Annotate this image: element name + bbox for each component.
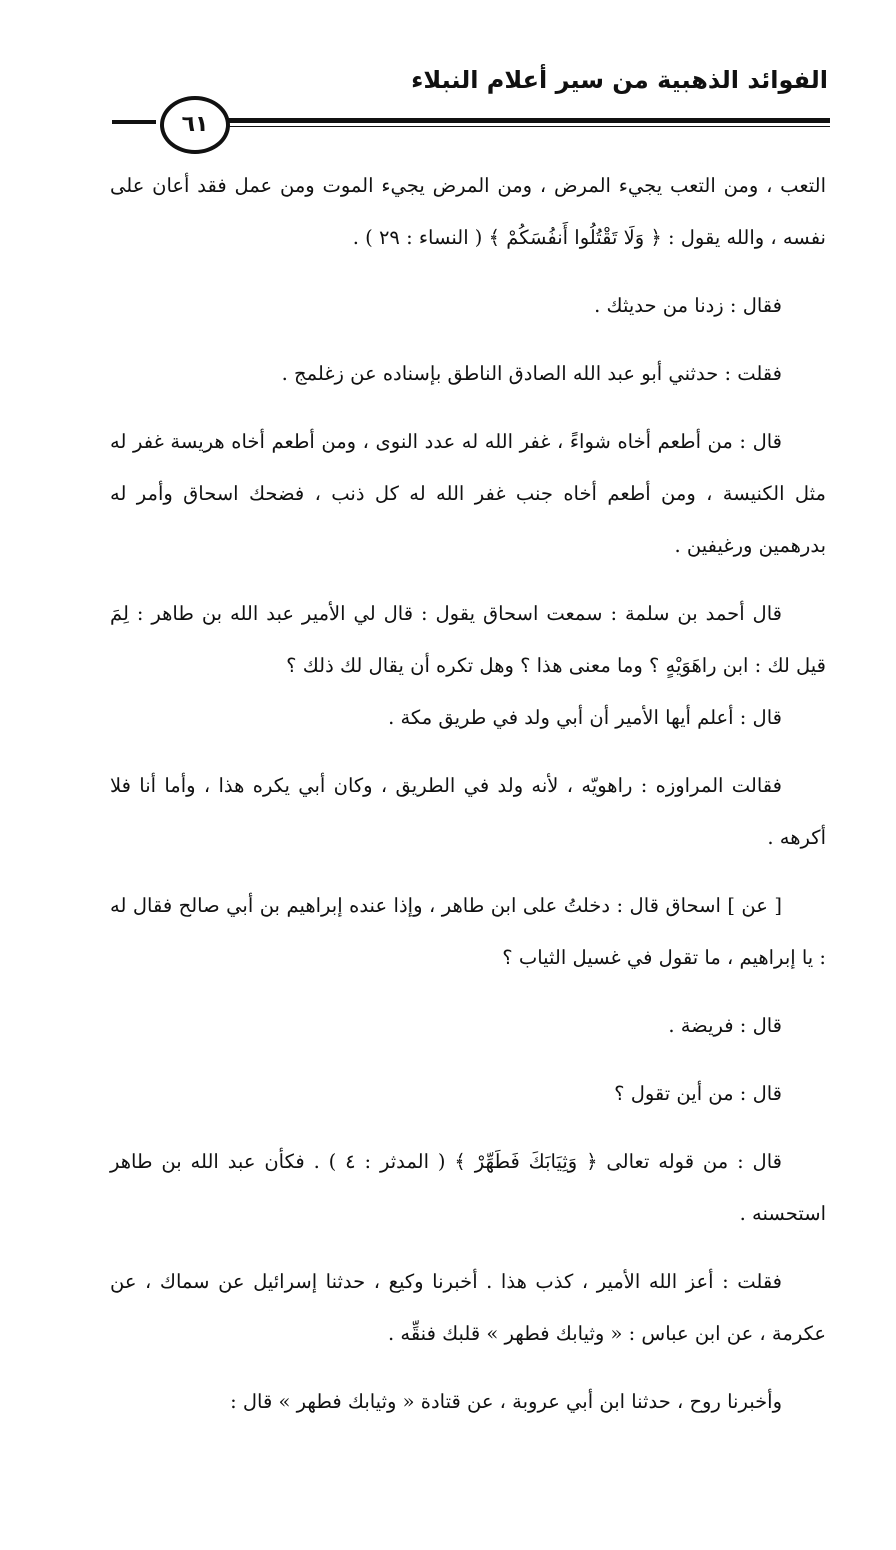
paragraph: قال : من أين تقول ؟ [614, 1082, 782, 1105]
page-number: ٦١ [160, 96, 230, 154]
paragraph: قال أحمد بن سلمة : سمعت اسحاق يقول : قال لي الأمير عبد الله بن طاهر : لِمَ قيل لك : ابن راهَوَيْهٍ ؟ وما معنى هذا ؟ وهل تكره أن يقال لك ذلك ؟ [110, 602, 826, 677]
running-title: الفوائد الذهبية من سير أعلام النبلاء [411, 66, 828, 94]
paragraph: [ عن ] اسحاق قال : دخلتُ على ابن طاهر ، وإذا عنده إبراهيم بن أبي صالح فقال له : يا إبراهيم ، ما تقول في غسيل الثياب ؟ [110, 894, 826, 969]
header-rule-thick [228, 118, 830, 123]
paragraph: فقلت : حدثني أبو عبد الله الصادق الناطق بإسناده عن زغلمج . [281, 362, 782, 385]
paragraph: التعب ، ومن التعب يجيء المرض ، ومن المرض يجيء الموت ومن عمل فقد أعان على نفسه ، والله يقول : ﴿ وَلَا تَقْتُلُوا أَنفُسَكُمْ ﴾ ( النساء : ٢٩ ) . [110, 174, 826, 249]
paragraph: فقال : زدنا من حديثك . [594, 294, 782, 317]
header-rule-left [112, 120, 156, 124]
paragraph: قال : فريضة . [668, 1014, 782, 1037]
paragraph: قال : من أطعم أخاه شواءً ، غفر الله له عدد النوى ، ومن أطعم أخاه هريسة غفر له مثل الكنيسة ، ومن أطعم أخاه جنب غفر الله له كل ذنب ، فضحك اسحاق وأمر له بدرهمين ورغيفين . [110, 430, 826, 557]
header-rule-thin [228, 126, 830, 127]
paragraph: وأخبرنا روح ، حدثنا ابن أبي عروبة ، عن قتادة « وثيابك فطهر » قال : [230, 1390, 782, 1413]
body-text [110, 160, 826, 1428]
paragraph: قال : أعلم أيها الأمير أن أبي ولد في طريق مكة . [388, 706, 782, 729]
paragraph: قال : من قوله تعالى ﴿ وَثِيَابَكَ فَطَهِّرْ ﴾ ( المدثر : ٤ ) . فكأن عبد الله بن طاهر استحسنه . [110, 1150, 826, 1225]
paragraph: فقلت : أعز الله الأمير ، كذب هذا . أخبرنا وكيع ، حدثنا إسرائيل عن سماك ، عن عكرمة ، عن ابن عباس : « وثيابك فطهر » قلبك فنقِّه . [110, 1270, 826, 1345]
paragraph: فقالت المراوزه : راهويّه ، لأنه ولد في الطريق ، وكان أبي يكره هذا ، وأما أنا فلا أكرهه . [110, 774, 826, 849]
